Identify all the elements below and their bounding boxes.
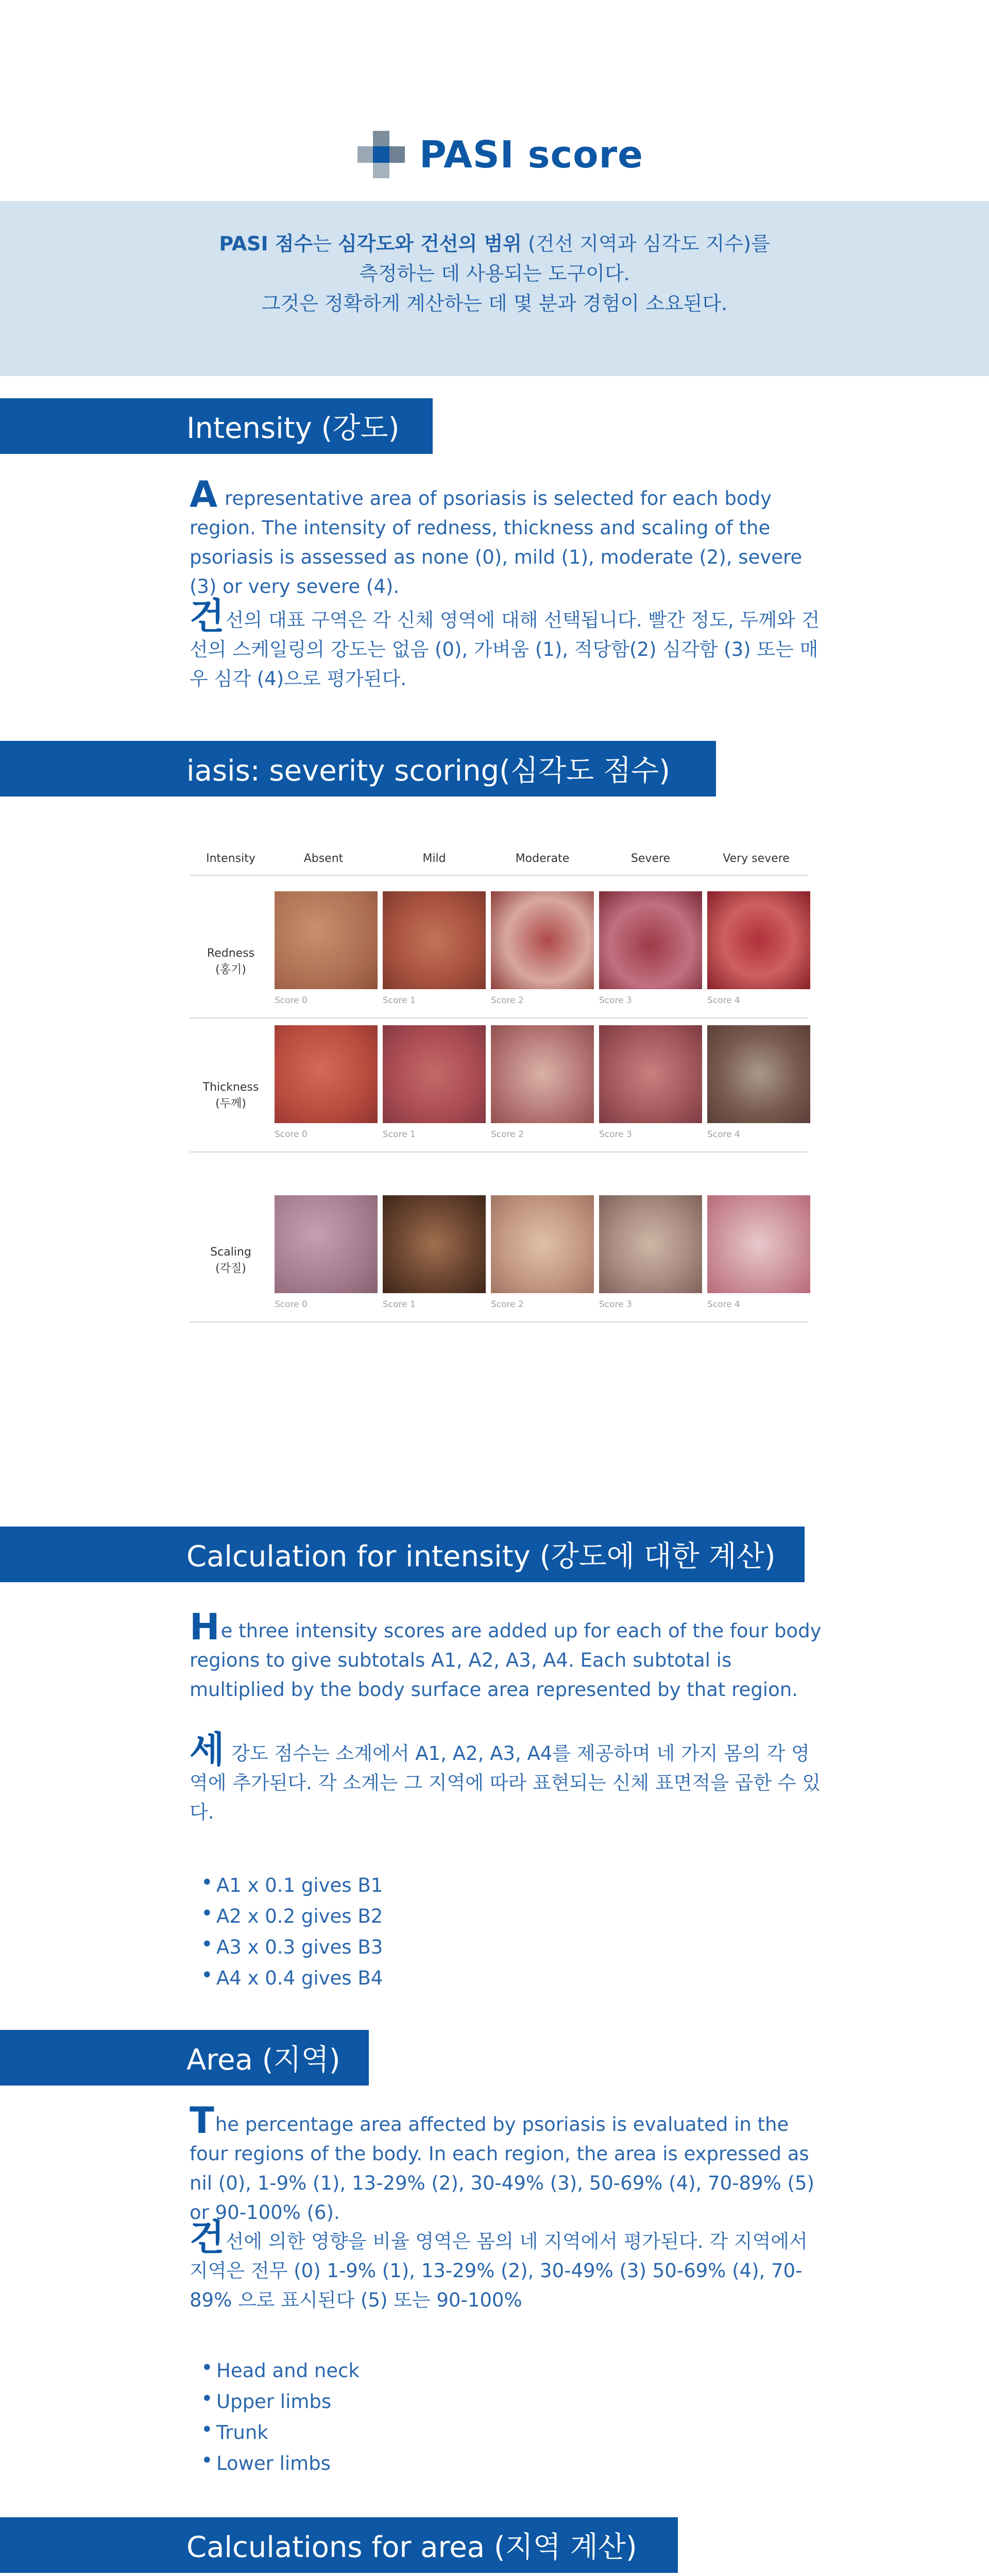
severity-header-divider	[190, 875, 808, 876]
calc-intensity-list	[201, 1870, 768, 1994]
dropcap: 세	[190, 1728, 225, 1771]
skin-photo-redness-very-severe	[707, 891, 810, 989]
row-label-ko: (두께)	[215, 1097, 246, 1110]
col-header-intensity: Intensity	[206, 852, 255, 865]
intro-line-1	[0, 201, 989, 259]
severity-row-scaling	[190, 1190, 808, 1355]
severity-row-thickness	[190, 1041, 808, 1206]
score-caption: Score 1	[383, 995, 416, 1006]
calc-intensity-en-paragraph	[190, 1606, 823, 1704]
skin-photo-scaling-mild	[383, 1195, 486, 1293]
list-item: • A3 x 0.3 gives B3	[201, 1932, 768, 1963]
row-label-en: Thickness	[202, 1081, 259, 1094]
dropcap: T	[190, 2099, 214, 2142]
area-ko-paragraph	[190, 2216, 823, 2315]
dropcap: 건	[190, 595, 225, 637]
skin-photo-scaling-absent	[275, 1195, 378, 1293]
list-item: • Lower limbs	[201, 2448, 768, 2479]
pasi-cross-logo-icon	[355, 129, 407, 180]
paragraph-text: representative area of psoriasis is selected for each body region. The intensity of redness, thickness and scaling of the psoriasis is assessed as none (0), mild (1), moderate (2), severe (3) or very severe (4).	[190, 487, 803, 598]
score-caption: Score 0	[275, 1299, 308, 1310]
intro-term-pasi: PASI 점수	[219, 232, 313, 255]
list-item: • A1 x 0.1 gives B1	[201, 1870, 768, 1901]
area-en-paragraph	[190, 2099, 823, 2227]
list-item: • Upper limbs	[201, 2386, 768, 2417]
paragraph-text: he percentage area affected by psoriasis is evaluated in the four regions of the body. In each region, the area is expressed as nil (0), 1-9% (1), 13-29% (2), 30-49% (3), 50-69% (4), 70-89% (5) or 90-100% (6).	[190, 2113, 814, 2224]
score-caption: Score 4	[707, 1129, 740, 1140]
section-heading-intensity: Intensity (강도)	[0, 398, 433, 454]
row-divider	[190, 1151, 808, 1153]
row-label-ko: (각질)	[215, 1262, 246, 1275]
list-item: • A2 x 0.2 gives B2	[201, 1901, 768, 1932]
skin-photo-thickness-severe	[599, 1025, 702, 1123]
score-caption: Score 1	[383, 1129, 416, 1140]
section-heading-calc-area: Calculations for area (지역 계산)	[0, 2517, 678, 2573]
page-header	[0, 0, 989, 201]
skin-photo-thickness-mild	[383, 1025, 486, 1123]
skin-photo-thickness-very-severe	[707, 1025, 810, 1123]
skin-photo-redness-mild	[383, 891, 486, 989]
row-label	[190, 1244, 272, 1277]
intro-particle: 는	[313, 232, 338, 255]
dropcap: A	[190, 473, 218, 516]
section-heading-severity: iasis: severity scoring(심각도 점수)	[0, 741, 716, 796]
skin-photo-scaling-moderate	[491, 1195, 594, 1293]
intro-line-3: 그것은 정확하게 계산하는 데 몇 분과 경험이 소요된다.	[261, 292, 728, 315]
row-label-ko: (홍기)	[215, 963, 246, 976]
col-header-moderate: Moderate	[515, 852, 570, 865]
col-header-very-severe: Very severe	[723, 852, 790, 865]
dropcap: H	[190, 1606, 220, 1648]
paragraph-text: e three intensity scores are added up for each of the four body regions to give subtotals A1, A2, A3, A4. Each subtotal is multiplied by the body surface area represented by that region.	[190, 1620, 822, 1701]
skin-photo-thickness-absent	[275, 1025, 378, 1123]
row-divider	[190, 1018, 808, 1019]
score-caption: Score 2	[491, 1299, 524, 1310]
skin-photo-scaling-very-severe	[707, 1195, 810, 1293]
intro-term-severity: 심각도와 건선의 범위	[338, 232, 522, 255]
score-caption: Score 2	[491, 995, 524, 1006]
skin-photo-thickness-moderate	[491, 1025, 594, 1123]
score-caption: Score 4	[707, 995, 740, 1006]
col-header-severe: Severe	[630, 852, 671, 865]
calc-intensity-ko-paragraph	[190, 1728, 823, 1827]
row-divider	[190, 1321, 808, 1323]
col-header-mild: Mild	[422, 852, 446, 865]
paragraph-text: 강도 점수는 소계에서 A1, A2, A3, A4를 제공하며 네 가지 몸의 각 영역에 추가된다. 각 소계는 그 지역에 따라 표현되는 신체 표면적을 곱한 수 있다.	[190, 1742, 821, 1823]
score-caption: Score 3	[599, 1129, 632, 1140]
paragraph-text: 선의 대표 구역은 각 신체 영역에 대해 선택됩니다. 빨간 정도, 두께와 건선의 스케일링의 강도는 없음 (0), 가벼움 (1), 적당함(2) 심각함 (3) 또는 매우 심각 (4)으로 평가된다.	[190, 609, 820, 690]
row-label-en: Scaling	[210, 1246, 251, 1259]
score-caption: Score 4	[707, 1299, 740, 1310]
dropcap: 건	[190, 2216, 225, 2259]
area-body-regions-list	[201, 2355, 768, 2479]
intensity-en-paragraph	[190, 473, 823, 601]
logo	[355, 126, 643, 183]
severity-scoring-table	[190, 845, 808, 1381]
skin-photo-redness-moderate	[491, 891, 594, 989]
row-label	[190, 945, 272, 978]
skin-photo-redness-severe	[599, 891, 702, 989]
score-caption: Score 0	[275, 995, 308, 1006]
section-heading-area: Area (지역)	[0, 2030, 369, 2086]
row-label	[190, 1079, 272, 1112]
intro-banner	[0, 201, 989, 376]
skin-photo-redness-absent	[275, 891, 378, 989]
section-heading-calc-intensity: Calculation for intensity (강도에 대한 계산)	[0, 1527, 805, 1582]
row-label-en: Redness	[207, 947, 255, 960]
paragraph-text: 선에 의한 영향을 비율 영역은 몸의 네 지역에서 평가된다. 각 지역에서 지역은 전무 (0) 1-9% (1), 13-29% (2), 30-49% (3) 50-69% (4), 70-89% 으로 표시된다 (5) 또는 90-100%	[190, 2230, 808, 2311]
score-caption: Score 3	[599, 995, 632, 1006]
intro-line-2: 측정하는 데 사용되는 도구이다.	[359, 262, 630, 285]
score-caption: Score 1	[383, 1299, 416, 1310]
col-header-absent: Absent	[303, 852, 344, 865]
score-caption: Score 3	[599, 1299, 632, 1310]
intro-line-1-rest: (건선 지역과 심각도 지수)를	[521, 232, 770, 255]
severity-header-row	[190, 845, 808, 871]
list-item: • Trunk	[201, 2417, 768, 2448]
list-item: • A4 x 0.4 gives B4	[201, 1963, 768, 1994]
score-caption: Score 2	[491, 1129, 524, 1140]
intensity-ko-paragraph	[190, 595, 823, 693]
score-caption: Score 0	[275, 1129, 308, 1140]
severity-row-redness	[190, 881, 808, 1046]
list-item: • Head and neck	[201, 2355, 768, 2386]
skin-photo-scaling-severe	[599, 1195, 702, 1293]
page-title: PASI score	[419, 133, 643, 176]
